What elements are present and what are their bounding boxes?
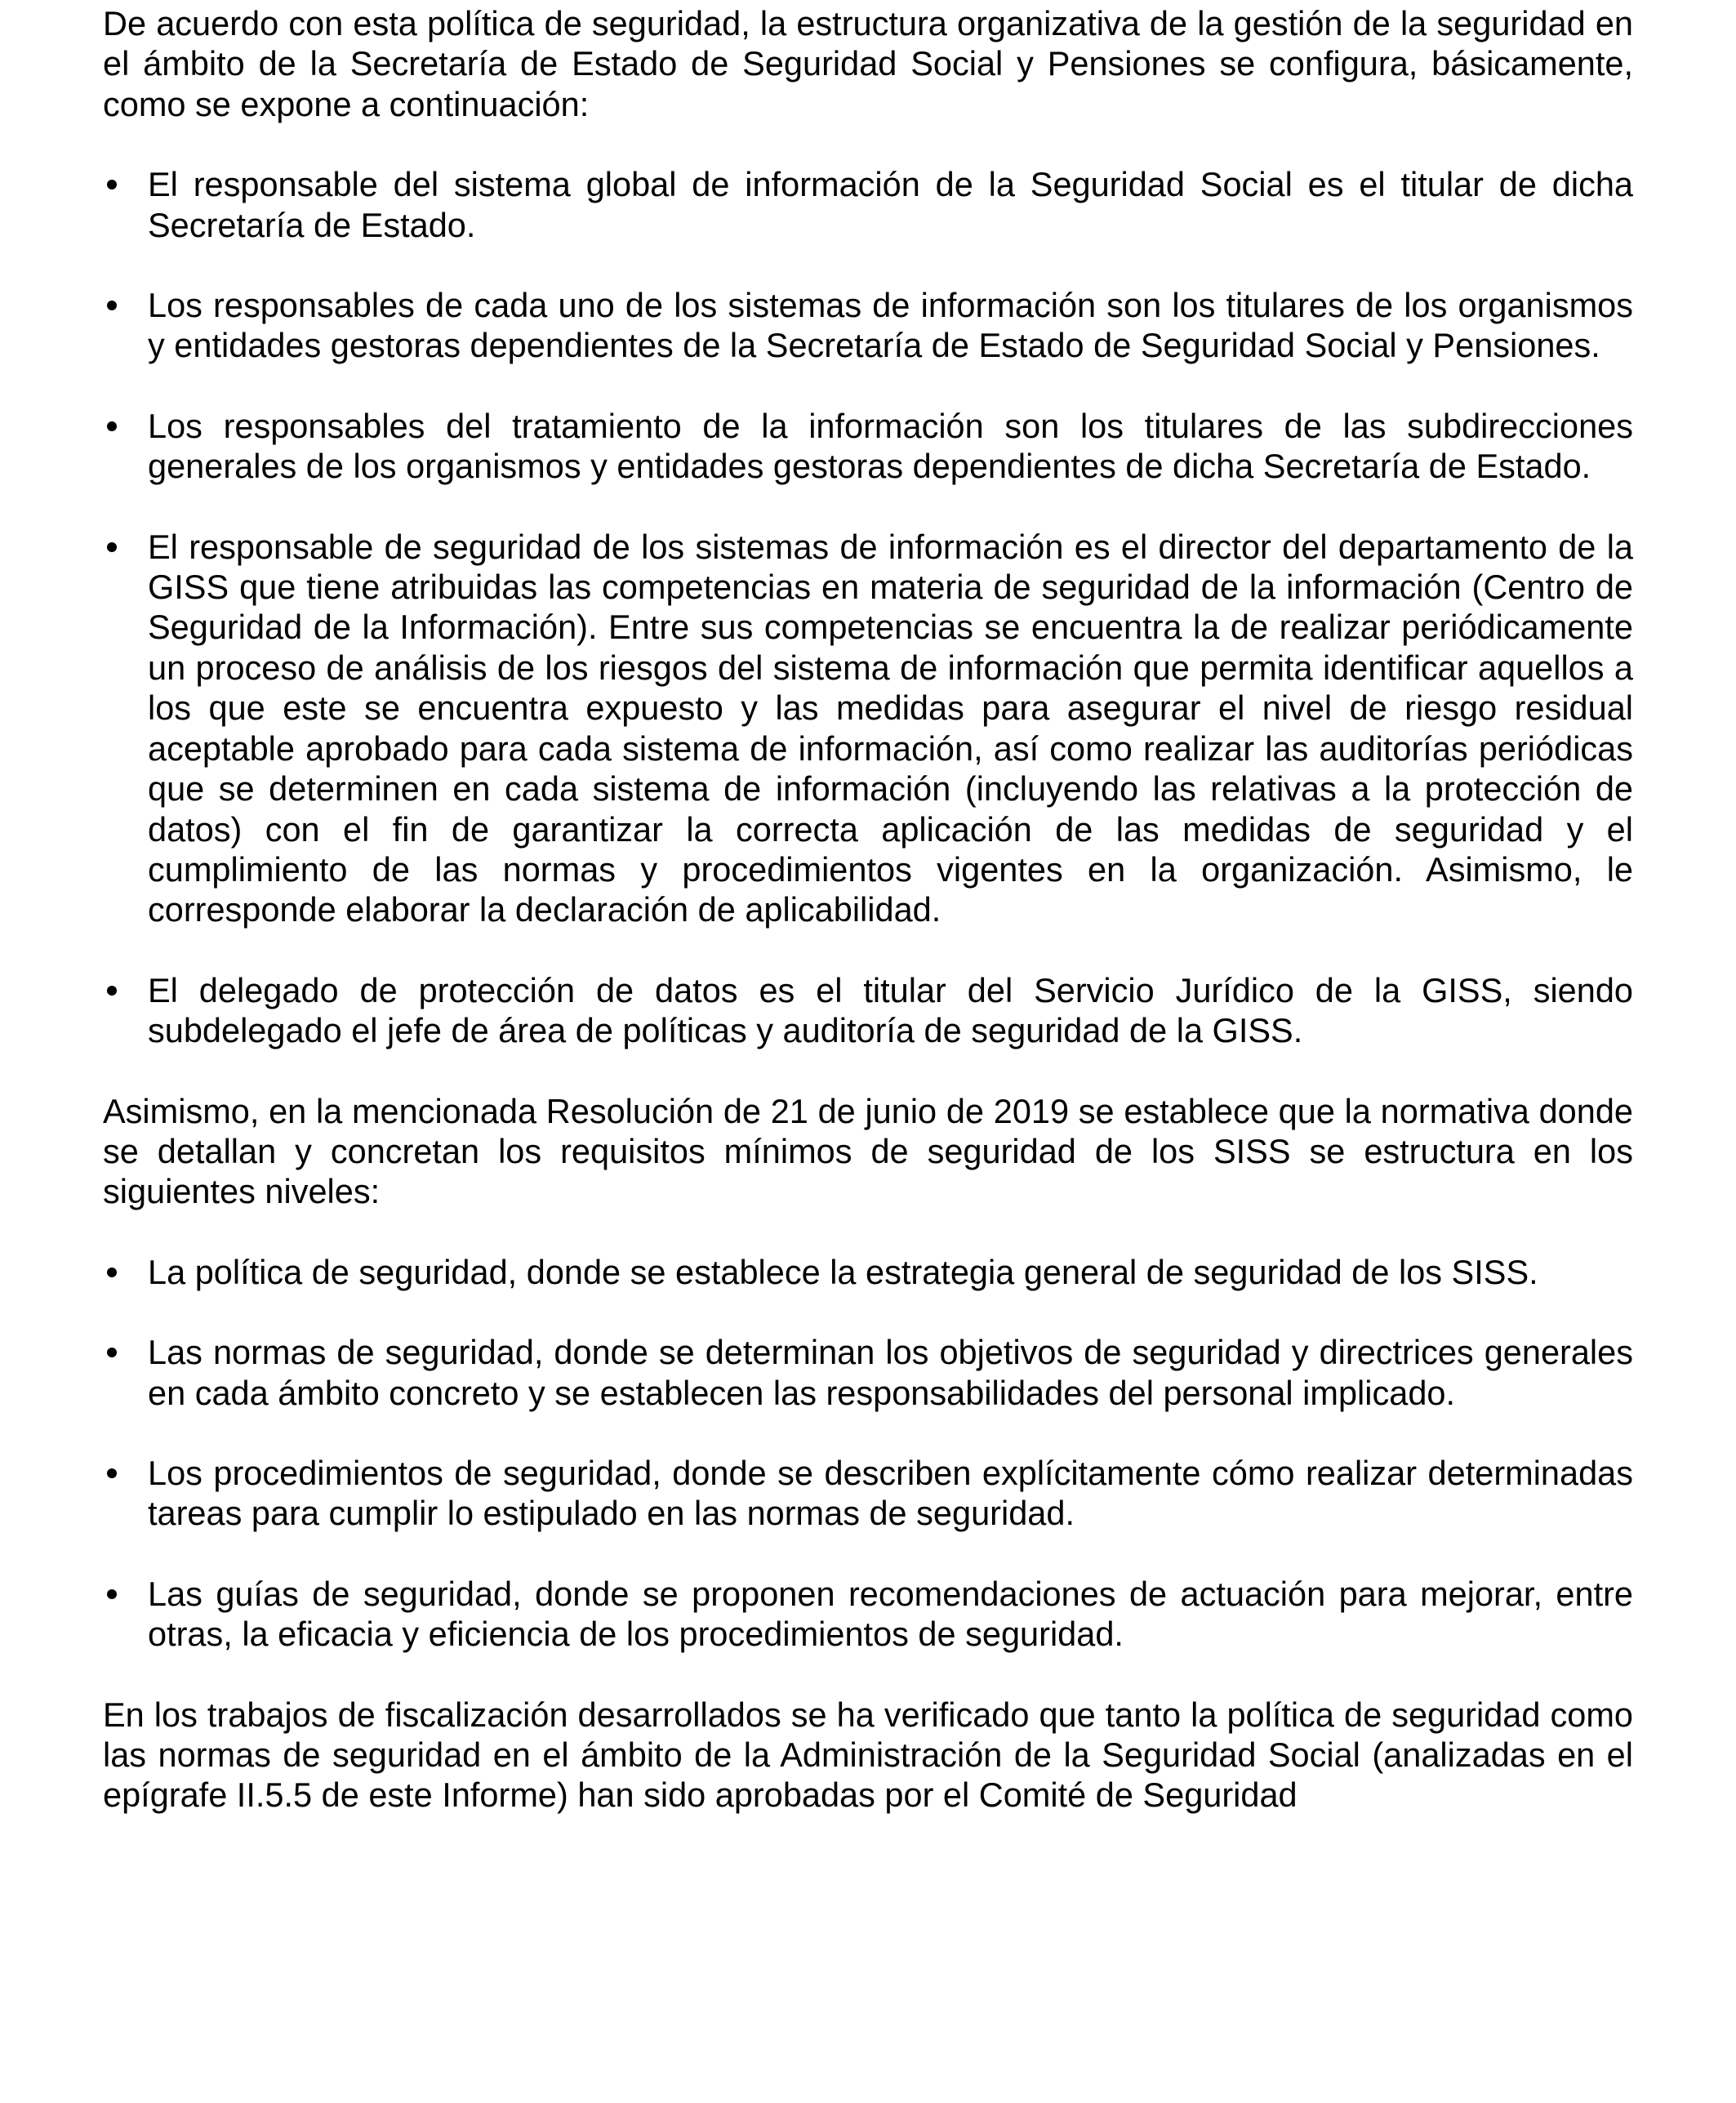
bullet-icon bbox=[107, 1348, 117, 1357]
document-page bbox=[103, 3, 1633, 1856]
list-item bbox=[103, 164, 1633, 245]
bullet-icon bbox=[107, 421, 117, 431]
list-item-text: La política de seguridad, donde se establece la estrategia general de seguridad de los SISS. bbox=[148, 1252, 1538, 1291]
list-item-text: El delegado de protección de datos es el titular del Servicio Jurídico de la GISS, siendo subdelegado el jefe de área de políticas y auditoría de seguridad de la GISS. bbox=[148, 970, 1633, 1050]
bullet-icon bbox=[107, 1468, 117, 1478]
intro-paragraph: De acuerdo con esta política de seguridad, la estructura organizativa de la gestión de la seguridad en el ámbito de la Secretaría de Estado de Seguridad Social y Pensiones se configura, básicamente, como se expone a continuación: bbox=[103, 4, 1633, 123]
list-item-text: Las guías de seguridad, donde se proponen recomendaciones de actuación para mejorar, entre otras, la eficacia y eficiencia de los procedimientos de seguridad. bbox=[148, 1574, 1633, 1654]
responsibles-list bbox=[103, 164, 1633, 1050]
list-item bbox=[103, 285, 1633, 366]
list-item-text: Los responsables de cada uno de los sistemas de información son los titulares de los organismos y entidades gestoras dependientes de la Secretaría de Estado de Seguridad Social y Pensiones. bbox=[148, 286, 1633, 365]
bullet-icon bbox=[107, 1268, 117, 1277]
list-item-text: Los responsables del tratamiento de la información son los titulares de las subdirecciones generales de los organismos y entidades gestoras dependientes de dicha Secretaría de Estado. bbox=[148, 406, 1633, 486]
list-item-text: El responsable de seguridad de los sistemas de información es el director del departamento de la GISS que tiene atribuidas las competencias en materia de seguridad de la información (Centro de Seguridad de la Información). Entre sus competencias se encuentra la de realizar periódicamente un proceso de análisis de los riesgos del sistema de información que permita identificar aquellos a los que este se encuentra expuesto y las medidas para asegurar el nivel de riesgo residual aceptable aprobado para cada sistema de información, así como realizar las auditorías periódicas que se determinen en cada sistema de información (incluyendo las relativas a la protección de datos) con el fin de garantizar la correcta aplicación de las medidas de seguridad y el cumplimiento de las normas y procedimientos vigentes en la organización. Asimismo, le corresponde elaborar la declaración de aplicabilidad. bbox=[148, 527, 1633, 929]
list-item bbox=[103, 1453, 1633, 1534]
levels-list bbox=[103, 1252, 1633, 1655]
bullet-icon bbox=[107, 301, 117, 310]
list-item bbox=[103, 406, 1633, 487]
bullet-icon bbox=[107, 1589, 117, 1599]
closing-paragraph: En los trabajos de fiscalización desarrollados se ha verificado que tanto la política de seguridad como las normas de seguridad en el ámbito de la Administración de la Seguridad Social (analizadas en el epígrafe II.5.5 de este Informe) han sido aprobadas por el Comité de Seguridad bbox=[103, 1695, 1633, 1815]
levels-paragraph: Asimismo, en la mencionada Resolución de 21 de junio de 2019 se establece que la normativa donde se detallan y concretan los requisitos mínimos de seguridad de los SISS se estructura en los siguientes niveles: bbox=[103, 1091, 1633, 1211]
bullet-icon bbox=[107, 542, 117, 552]
list-item bbox=[103, 527, 1633, 930]
bullet-icon bbox=[107, 986, 117, 996]
list-item bbox=[103, 1574, 1633, 1655]
list-item bbox=[103, 1332, 1633, 1413]
list-item-text: Las normas de seguridad, donde se determinan los objetivos de seguridad y directrices generales en cada ámbito concreto y se establecen las responsabilidades del personal implicado. bbox=[148, 1333, 1633, 1412]
list-item bbox=[103, 1252, 1633, 1292]
list-item bbox=[103, 970, 1633, 1051]
list-item-text: Los procedimientos de seguridad, donde se describen explícitamente cómo realizar determinadas tareas para cumplir lo estipulado en las normas de seguridad. bbox=[148, 1453, 1633, 1533]
bullet-icon bbox=[107, 180, 117, 189]
list-item-text: El responsable del sistema global de información de la Seguridad Social es el titular de dicha Secretaría de Estado. bbox=[148, 165, 1633, 244]
